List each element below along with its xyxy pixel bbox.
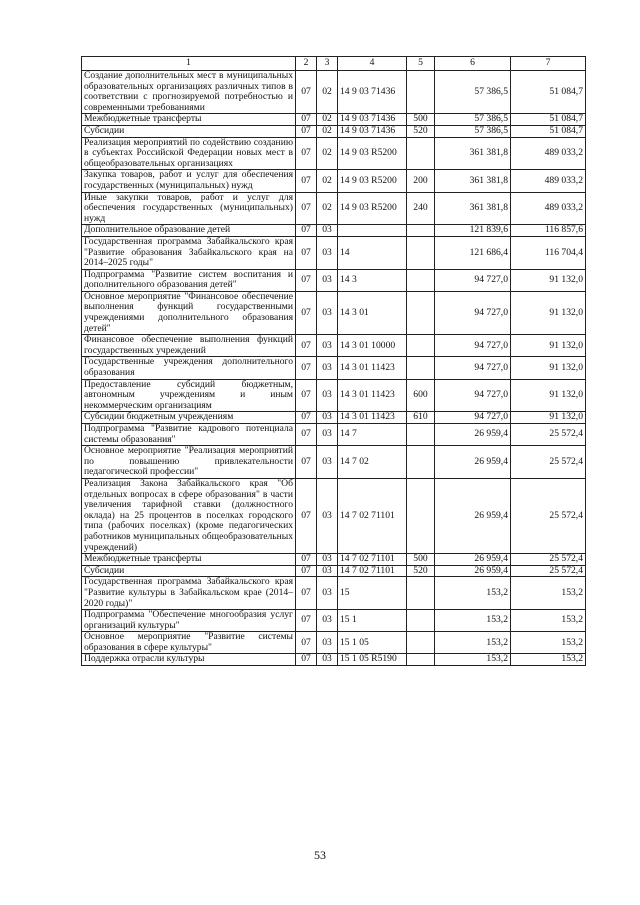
section-code-cell: 07 xyxy=(296,114,317,126)
subsection-code-cell: 03 xyxy=(317,478,338,553)
table-row xyxy=(82,478,586,553)
target-article-cell: 14 xyxy=(338,236,407,269)
table-row xyxy=(82,424,586,446)
header-cell: 5 xyxy=(407,57,435,71)
target-article-cell: 14 9 03 R5200 xyxy=(338,137,407,170)
target-article-cell: 14 3 01 11423 xyxy=(338,357,407,379)
row-name-cell: Государственная программа Забайкальского края "Развитие культуры в Забайкальском крае (2014–2020 годы)" xyxy=(82,577,296,610)
row-name-cell: Субсидии xyxy=(82,125,296,137)
expense-type-cell: 200 xyxy=(407,170,435,192)
amount-year1-cell: 26 959,4 xyxy=(435,565,511,577)
expense-type-cell xyxy=(407,424,435,446)
section-code-cell: 07 xyxy=(296,225,317,237)
row-name-cell: Межбюджетные трансферты xyxy=(82,114,296,126)
table-row xyxy=(82,565,586,577)
expense-type-cell xyxy=(407,357,435,379)
table-row xyxy=(82,269,586,291)
amount-year1-cell: 94 727,0 xyxy=(435,412,511,424)
header-cell: 3 xyxy=(317,57,338,71)
subsection-code-cell: 03 xyxy=(317,565,338,577)
amount-year2-cell: 91 132,0 xyxy=(511,335,586,357)
table-row xyxy=(82,71,586,114)
table-row xyxy=(82,170,586,192)
expense-type-cell xyxy=(407,269,435,291)
row-name-cell: Закупка товаров, работ и услуг для обеспечения государственных (муниципальных) нужд xyxy=(82,170,296,192)
subsection-code-cell: 03 xyxy=(317,225,338,237)
amount-year2-cell: 153,2 xyxy=(511,577,586,610)
amount-year2-cell: 153,2 xyxy=(511,632,586,654)
row-name-cell: Подпрограмма "Развитие систем воспитания и дополнительного образования детей" xyxy=(82,269,296,291)
page-number: 53 xyxy=(314,848,326,862)
table-row xyxy=(82,137,586,170)
section-code-cell: 07 xyxy=(296,357,317,379)
expense-type-cell xyxy=(407,137,435,170)
amount-year2-cell: 91 132,0 xyxy=(511,357,586,379)
section-code-cell: 07 xyxy=(296,565,317,577)
subsection-code-cell: 03 xyxy=(317,335,338,357)
row-name-cell: Субсидии бюджетным учреждениям xyxy=(82,412,296,424)
amount-year1-cell: 121 686,4 xyxy=(435,236,511,269)
table-row xyxy=(82,236,586,269)
table-row xyxy=(82,632,586,654)
amount-year2-cell: 25 572,4 xyxy=(511,446,586,479)
row-name-cell: Субсидии xyxy=(82,565,296,577)
subsection-code-cell: 03 xyxy=(317,236,338,269)
subsection-code-cell: 03 xyxy=(317,632,338,654)
amount-year1-cell: 153,2 xyxy=(435,610,511,632)
amount-year1-cell: 57 386,5 xyxy=(435,125,511,137)
amount-year1-cell: 153,2 xyxy=(435,632,511,654)
header-cell: 7 xyxy=(511,57,586,71)
amount-year2-cell: 91 132,0 xyxy=(511,379,586,412)
section-code-cell: 07 xyxy=(296,610,317,632)
row-name-cell: Создание дополнительных мест в муниципальных образовательных организациях различных типов в соответствии с прогнозируемой потребностью и современными требованиями xyxy=(82,71,296,114)
expense-type-cell: 520 xyxy=(407,565,435,577)
target-article-cell: 14 9 03 71436 xyxy=(338,114,407,126)
target-article-cell: 14 3 01 xyxy=(338,291,407,334)
section-code-cell: 07 xyxy=(296,379,317,412)
section-code-cell: 07 xyxy=(296,424,317,446)
amount-year1-cell: 26 959,4 xyxy=(435,554,511,566)
expense-type-cell: 520 xyxy=(407,125,435,137)
row-name-cell: Предоставление субсидий бюджетным, автономным учреждениям и иным некоммерческим организациям xyxy=(82,379,296,412)
amount-year1-cell: 94 727,0 xyxy=(435,269,511,291)
expense-type-cell xyxy=(407,71,435,114)
amount-year1-cell: 94 727,0 xyxy=(435,379,511,412)
target-article-cell: 14 9 03 71436 xyxy=(338,71,407,114)
table-row xyxy=(82,225,586,237)
subsection-code-cell: 03 xyxy=(317,379,338,412)
table-row xyxy=(82,291,586,334)
table-row xyxy=(82,335,586,357)
expense-type-cell xyxy=(407,335,435,357)
subsection-code-cell: 03 xyxy=(317,357,338,379)
subsection-code-cell: 02 xyxy=(317,114,338,126)
target-article-cell: 15 xyxy=(338,577,407,610)
amount-year2-cell: 91 132,0 xyxy=(511,291,586,334)
row-name-cell: Иные закупки товаров, работ и услуг для обеспечения государственных (муниципальных) нужд xyxy=(82,192,296,225)
subsection-code-cell: 03 xyxy=(317,610,338,632)
amount-year2-cell: 25 572,4 xyxy=(511,478,586,553)
section-code-cell: 07 xyxy=(296,632,317,654)
row-name-cell: Основное мероприятие "Реализация мероприятий по повышению привлекательности педагогической профессии" xyxy=(82,446,296,479)
header-cell: 1 xyxy=(82,57,296,71)
amount-year1-cell: 361 381,8 xyxy=(435,170,511,192)
expense-type-cell xyxy=(407,478,435,553)
table-row xyxy=(82,125,586,137)
amount-year1-cell: 153,2 xyxy=(435,577,511,610)
subsection-code-cell: 03 xyxy=(317,291,338,334)
amount-year2-cell: 25 572,4 xyxy=(511,424,586,446)
subsection-code-cell: 02 xyxy=(317,137,338,170)
target-article-cell: 14 7 02 71101 xyxy=(338,554,407,566)
row-name-cell: Финансовое обеспечение выполнения функций государственных учреждений xyxy=(82,335,296,357)
row-name-cell: Реализация мероприятий по содействию созданию в субъектах Российской Федерации новых мест в общеобразовательных организациях xyxy=(82,137,296,170)
section-code-cell: 07 xyxy=(296,577,317,610)
section-code-cell: 07 xyxy=(296,137,317,170)
section-code-cell: 07 xyxy=(296,446,317,479)
section-code-cell: 07 xyxy=(296,478,317,553)
subsection-code-cell: 03 xyxy=(317,424,338,446)
target-article-cell: 14 3 01 10000 xyxy=(338,335,407,357)
amount-year1-cell: 26 959,4 xyxy=(435,424,511,446)
target-article-cell: 14 3 xyxy=(338,269,407,291)
section-code-cell: 07 xyxy=(296,269,317,291)
amount-year1-cell: 94 727,0 xyxy=(435,335,511,357)
expense-type-cell xyxy=(407,291,435,334)
target-article-cell xyxy=(338,225,407,237)
amount-year1-cell: 57 386,5 xyxy=(435,114,511,126)
target-article-cell: 14 9 03 71436 xyxy=(338,125,407,137)
table-row xyxy=(82,654,586,666)
header-cell: 2 xyxy=(296,57,317,71)
amount-year2-cell: 489 033,2 xyxy=(511,192,586,225)
amount-year1-cell: 361 381,8 xyxy=(435,192,511,225)
expense-type-cell: 240 xyxy=(407,192,435,225)
target-article-cell: 14 9 03 R5200 xyxy=(338,170,407,192)
amount-year1-cell: 94 727,0 xyxy=(435,357,511,379)
target-article-cell: 14 3 01 11423 xyxy=(338,412,407,424)
row-name-cell: Межбюджетные трансферты xyxy=(82,554,296,566)
row-name-cell: Государственные учреждения дополнительного образования xyxy=(82,357,296,379)
table-row xyxy=(82,379,586,412)
target-article-cell: 14 7 02 71101 xyxy=(338,478,407,553)
table-row xyxy=(82,577,586,610)
section-code-cell: 07 xyxy=(296,71,317,114)
amount-year1-cell: 26 959,4 xyxy=(435,446,511,479)
amount-year2-cell: 51 084,7 xyxy=(511,71,586,114)
amount-year2-cell: 153,2 xyxy=(511,610,586,632)
target-article-cell: 14 7 02 71101 xyxy=(338,565,407,577)
subsection-code-cell: 03 xyxy=(317,554,338,566)
target-article-cell: 14 7 xyxy=(338,424,407,446)
table-row xyxy=(82,446,586,479)
expense-type-cell xyxy=(407,446,435,479)
amount-year2-cell: 116 704,4 xyxy=(511,236,586,269)
table-body xyxy=(82,71,586,666)
amount-year2-cell: 25 572,4 xyxy=(511,565,586,577)
table-row xyxy=(82,610,586,632)
section-code-cell: 07 xyxy=(296,192,317,225)
amount-year2-cell: 51 084,7 xyxy=(511,125,586,137)
table-row xyxy=(82,114,586,126)
table-row xyxy=(82,192,586,225)
target-article-cell: 14 9 03 R5200 xyxy=(338,192,407,225)
subsection-code-cell: 03 xyxy=(317,654,338,666)
amount-year2-cell: 489 033,2 xyxy=(511,170,586,192)
subsection-code-cell: 02 xyxy=(317,125,338,137)
expense-type-cell: 500 xyxy=(407,114,435,126)
budget-table xyxy=(81,56,586,666)
header-cell: 6 xyxy=(435,57,511,71)
row-name-cell: Подпрограмма "Обеспечение многообразия услуг организаций культуры" xyxy=(82,610,296,632)
amount-year2-cell: 153,2 xyxy=(511,654,586,666)
target-article-cell: 15 1 05 R5190 xyxy=(338,654,407,666)
row-name-cell: Основное мероприятие "Развитие системы образования в сфере культуры" xyxy=(82,632,296,654)
row-name-cell: Реализация Закона Забайкальского края "Об отдельных вопросах в сфере образования" в части увеличения тарифной ставки (должностного оклада) на 25 процентов в поселках городского типа (рабочих поселках) (кроме педагогических работников муниципальных общеобразовательных учреждений) xyxy=(82,478,296,553)
subsection-code-cell: 03 xyxy=(317,412,338,424)
section-code-cell: 07 xyxy=(296,654,317,666)
row-name-cell: Основное мероприятие "Финансовое обеспечение выполнения функций государственными учреждениями дополнительного образования детей" xyxy=(82,291,296,334)
expense-type-cell: 500 xyxy=(407,554,435,566)
row-name-cell: Дополнительное образование детей xyxy=(82,225,296,237)
section-code-cell: 07 xyxy=(296,335,317,357)
row-name-cell: Государственная программа Забайкальского края "Развитие образования Забайкальского края на 2014–2025 годы" xyxy=(82,236,296,269)
subsection-code-cell: 03 xyxy=(317,269,338,291)
section-code-cell: 07 xyxy=(296,170,317,192)
table-row xyxy=(82,554,586,566)
amount-year2-cell: 116 857,6 xyxy=(511,225,586,237)
target-article-cell: 14 3 01 11423 xyxy=(338,379,407,412)
amount-year1-cell: 57 386,5 xyxy=(435,71,511,114)
subsection-code-cell: 03 xyxy=(317,577,338,610)
amount-year2-cell: 51 084,7 xyxy=(511,114,586,126)
amount-year1-cell: 121 839,6 xyxy=(435,225,511,237)
amount-year2-cell: 91 132,0 xyxy=(511,269,586,291)
header-row xyxy=(82,57,586,71)
section-code-cell: 07 xyxy=(296,291,317,334)
expense-type-cell: 610 xyxy=(407,412,435,424)
section-code-cell: 07 xyxy=(296,125,317,137)
expense-type-cell xyxy=(407,577,435,610)
amount-year1-cell: 26 959,4 xyxy=(435,478,511,553)
table-row xyxy=(82,412,586,424)
expense-type-cell xyxy=(407,610,435,632)
subsection-code-cell: 02 xyxy=(317,192,338,225)
section-code-cell: 07 xyxy=(296,554,317,566)
expense-type-cell xyxy=(407,632,435,654)
amount-year1-cell: 153,2 xyxy=(435,654,511,666)
amount-year2-cell: 25 572,4 xyxy=(511,554,586,566)
row-name-cell: Поддержка отрасли культуры xyxy=(82,654,296,666)
section-code-cell: 07 xyxy=(296,236,317,269)
amount-year1-cell: 361 381,8 xyxy=(435,137,511,170)
row-name-cell: Подпрограмма "Развитие кадрового потенциала системы образования" xyxy=(82,424,296,446)
subsection-code-cell: 03 xyxy=(317,446,338,479)
subsection-code-cell: 02 xyxy=(317,170,338,192)
amount-year2-cell: 489 033,2 xyxy=(511,137,586,170)
table-row xyxy=(82,357,586,379)
amount-year2-cell: 91 132,0 xyxy=(511,412,586,424)
expense-type-cell xyxy=(407,236,435,269)
expense-type-cell: 600 xyxy=(407,379,435,412)
section-code-cell: 07 xyxy=(296,412,317,424)
target-article-cell: 15 1 05 xyxy=(338,632,407,654)
header-cell: 4 xyxy=(338,57,407,71)
subsection-code-cell: 02 xyxy=(317,71,338,114)
expense-type-cell xyxy=(407,654,435,666)
target-article-cell: 14 7 02 xyxy=(338,446,407,479)
target-article-cell: 15 1 xyxy=(338,610,407,632)
expense-type-cell xyxy=(407,225,435,237)
amount-year1-cell: 94 727,0 xyxy=(435,291,511,334)
